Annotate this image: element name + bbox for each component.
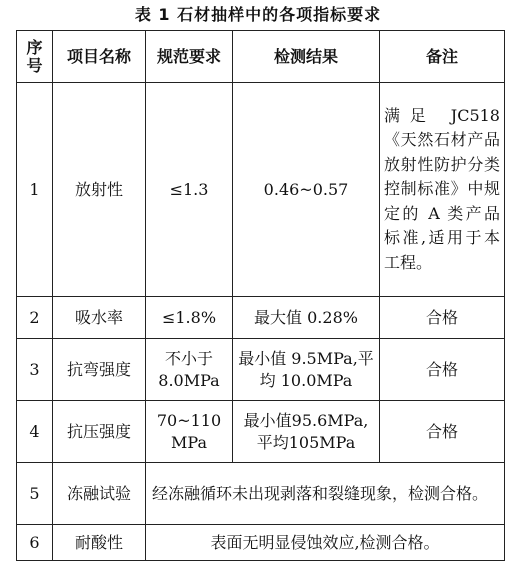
table-row (17, 83, 505, 297)
cell-item: 放射性 (53, 83, 146, 297)
cell-note: 合格 (380, 339, 505, 401)
table-row (17, 339, 505, 401)
table-row (17, 525, 505, 561)
cell-note: 满足 JC518《天然石材产品放射性防护分类控制标准》中规定的 A 类产品标准,适用于本工程。 (380, 83, 505, 297)
table-row (17, 463, 505, 525)
cell-spec: 不小于8.0MPa (146, 339, 233, 401)
cell-seq: 1 (17, 83, 53, 297)
cell-item: 吸水率 (53, 297, 146, 339)
table-header-row (17, 31, 505, 83)
cell-merged-result: 表面无明显侵蚀效应,检测合格。 (146, 525, 505, 561)
cell-note: 合格 (380, 401, 505, 463)
cell-merged-result: 经冻融循环未出现剥落和裂缝现象，检测合格。 (146, 463, 505, 525)
cell-seq: 3 (17, 339, 53, 401)
cell-spec: ≤1.3 (146, 83, 233, 297)
header-seq: 序号 (17, 31, 53, 83)
cell-spec: 70~110 MPa (146, 401, 233, 463)
table-caption: 表 1 石材抽样中的各项指标要求 (134, 5, 382, 24)
cell-seq: 4 (17, 401, 53, 463)
cell-item: 抗弯强度 (53, 339, 146, 401)
table-row (17, 297, 505, 339)
header-note: 备注 (380, 31, 505, 83)
cell-result: 最大值 0.28% (233, 297, 380, 339)
cell-result: 最小值 9.5MPa,平均 10.0MPa (233, 339, 380, 401)
cell-seq: 2 (17, 297, 53, 339)
cell-result: 0.46~0.57 (233, 83, 380, 297)
table-row (17, 401, 505, 463)
cell-seq: 6 (17, 525, 53, 561)
header-result: 检测结果 (233, 31, 380, 83)
cell-result: 最小值95.6MPa,平均105MPa (233, 401, 380, 463)
cell-item: 抗压强度 (53, 401, 146, 463)
header-spec: 规范要求 (146, 31, 233, 83)
stone-sampling-table (16, 30, 505, 561)
cell-seq: 5 (17, 463, 53, 525)
header-item: 项目名称 (53, 31, 146, 83)
cell-spec: ≤1.8% (146, 297, 233, 339)
cell-note: 合格 (380, 297, 505, 339)
cell-item: 冻融试验 (53, 463, 146, 525)
cell-item: 耐酸性 (53, 525, 146, 561)
